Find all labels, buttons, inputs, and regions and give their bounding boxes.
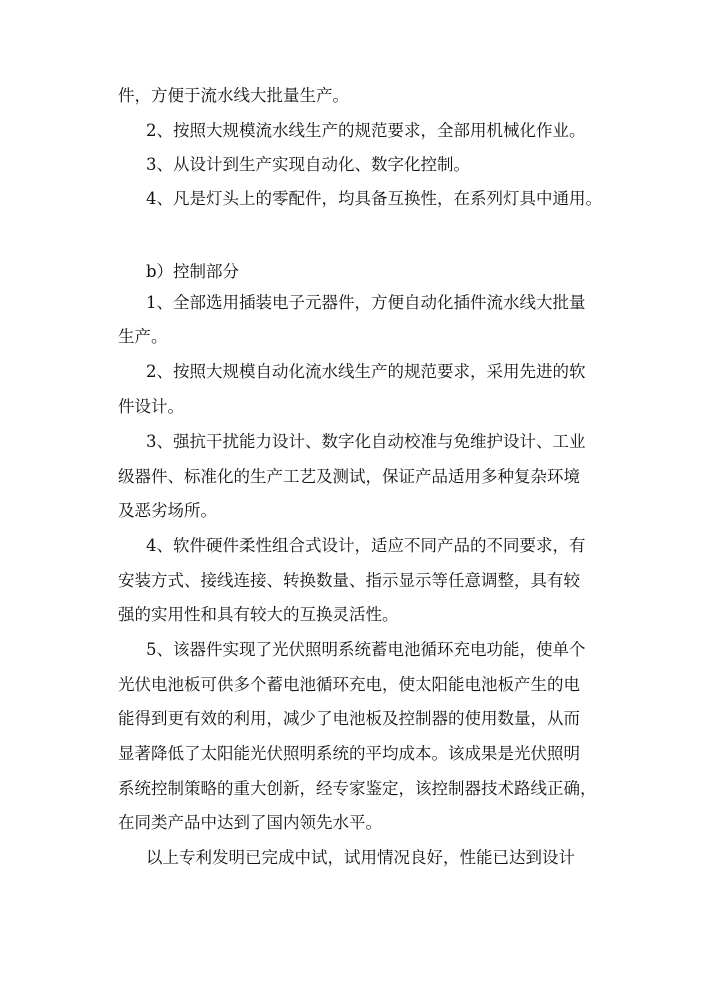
- text-line: 系统控制策略的重大创新，经专家鉴定，该控制器技术路线正确，: [118, 779, 597, 798]
- text-line: 件，方便于流水线大批量生产。: [118, 86, 349, 105]
- text-line: 2、按照大规模自动化流水线生产的规范要求，采用先进的软: [146, 362, 586, 381]
- text-line: 及恶劣场所。: [118, 501, 217, 520]
- text-line: 生产。: [118, 327, 168, 346]
- text-line: 2、按照大规模流水线生产的规范要求，全部用机械化作业。: [146, 121, 586, 140]
- text-line: 1、全部选用插装电子元器件，方便自动化插件流水线大批量: [146, 293, 586, 312]
- text-line: 5、该器件实现了光伏照明系统蓄电池循环充电功能，使单个: [146, 640, 586, 659]
- text-line: 以上专利发明已完成中试，试用情况良好，性能已达到设计: [146, 848, 575, 867]
- text-line: 强的实用性和具有较大的互换灵活性。: [118, 605, 399, 624]
- section-heading: b）控制部分: [146, 262, 240, 281]
- text-line: 4、凡是灯头上的零配件，均具备互换性，在系列灯具中通用。: [146, 189, 602, 208]
- text-line: 级器件、标准化的生产工艺及测试，保证产品适用多种复杂环境: [118, 467, 580, 486]
- text-line: 3、强抗干扰能力设计、数字化自动校准与免维护设计、工业: [146, 432, 586, 451]
- text-line: 安装方式、接线连接、转换数量、指示显示等任意调整，具有较: [118, 571, 580, 590]
- text-line: 3、从设计到生产实现自动化、数字化控制。: [146, 155, 470, 174]
- text-line: 显著降低了太阳能光伏照明系统的平均成本。该成果是光伏照明: [118, 744, 580, 763]
- text-line: 在同类产品中达到了国内领先水平。: [118, 813, 382, 832]
- text-line: 能得到更有效的利用，减少了电池板及控制器的使用数量，从而: [118, 709, 580, 728]
- text-line: 4、软件硬件柔性组合式设计，适应不同产品的不同要求，有: [146, 536, 586, 555]
- text-line: 件设计。: [118, 397, 184, 416]
- text-line: 光伏电池板可供多个蓄电池循环充电，使太阳能电池板产生的电: [118, 675, 580, 694]
